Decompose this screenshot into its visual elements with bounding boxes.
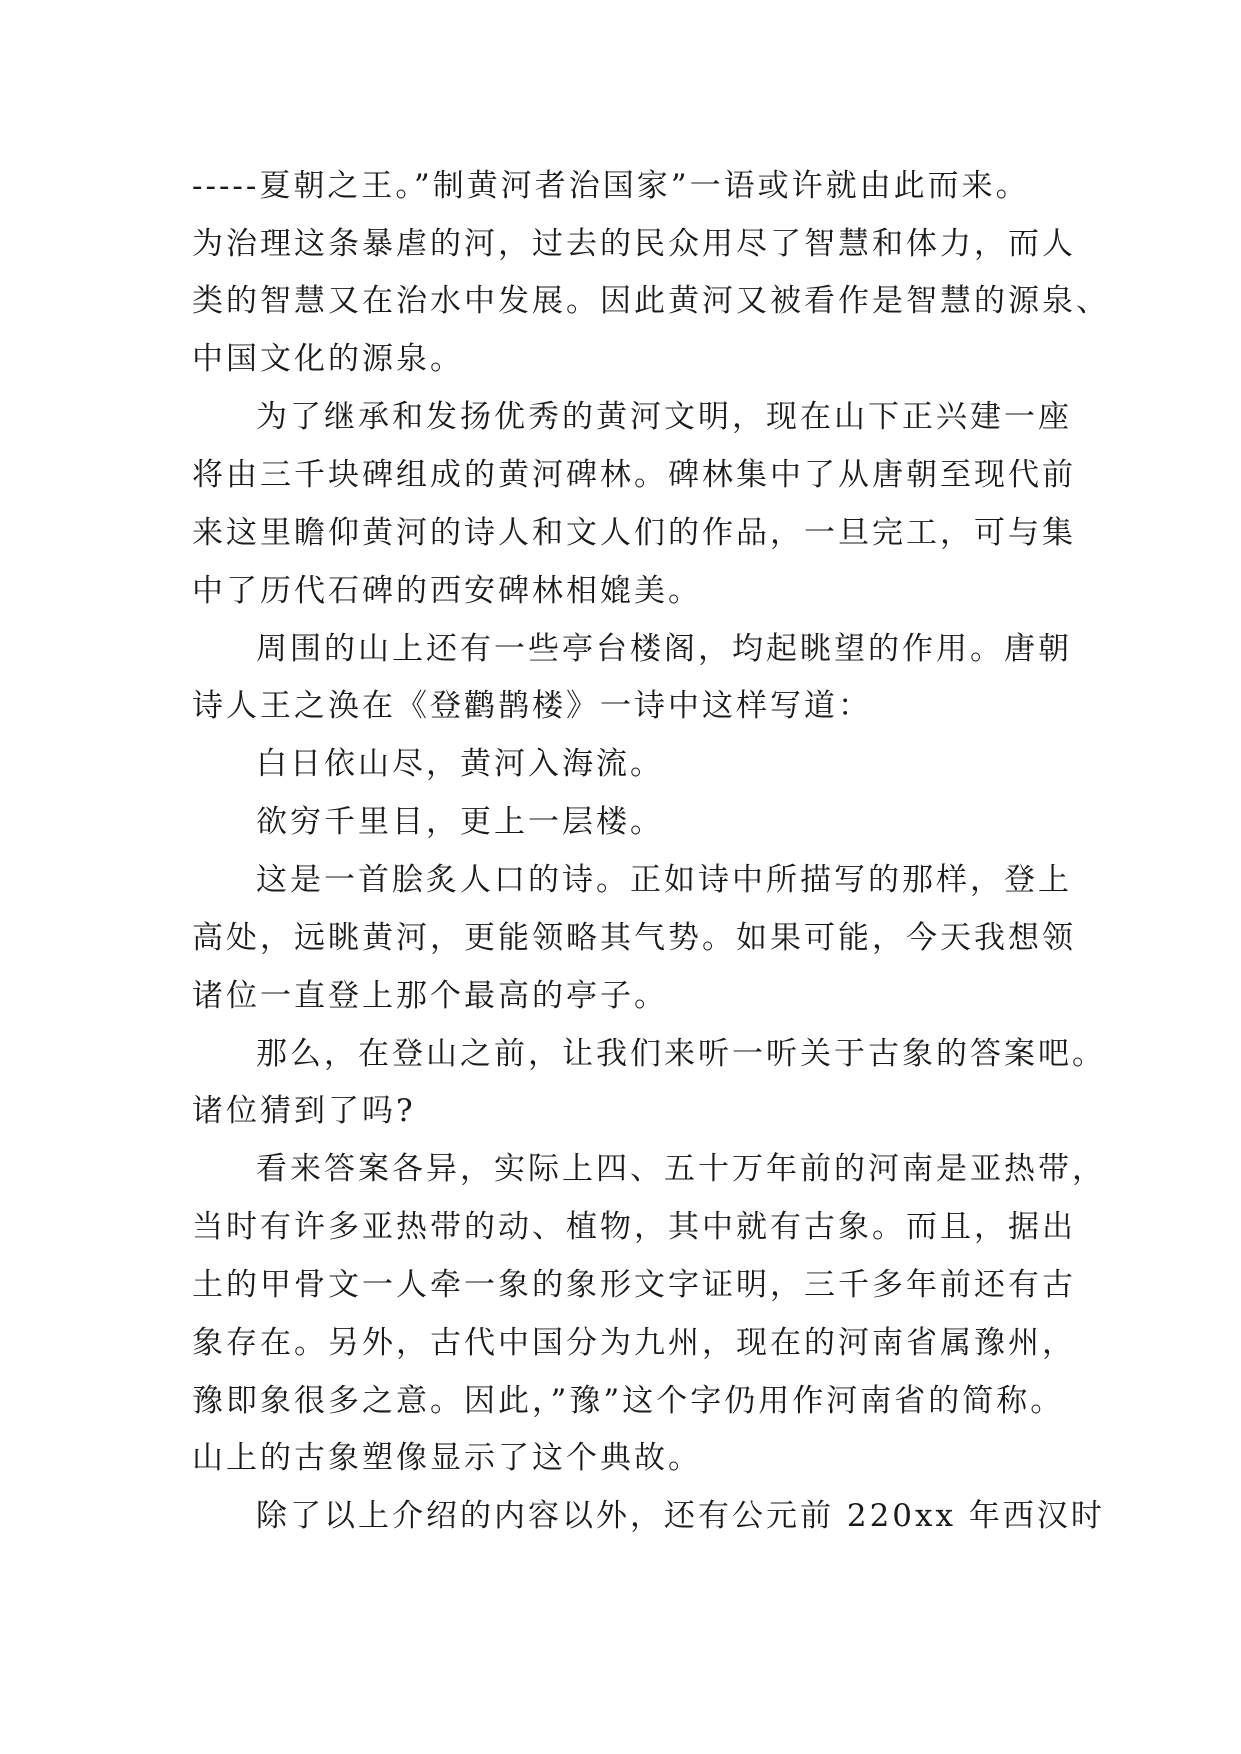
text-line: 土的甲骨文一人牵一象的象形文字证明，三千多年前还有古: [192, 1267, 1076, 1303]
text-line: 来这里瞻仰黄河的诗人和文人们的作品，一旦完工，可与集: [192, 515, 1076, 551]
text-line: 当时有许多亚热带的动、植物，其中就有古象。而且，据出: [192, 1209, 1076, 1245]
text-line: 为治理这条暴虐的河，过去的民众用尽了智慧和体力，而人: [192, 226, 1076, 262]
paragraph-first-line: 看来答案各异，实际上四、五十万年前的河南是亚热带，: [256, 1151, 1106, 1187]
text-line: 豫即象很多之意。因此，”豫”这个字仍用作河南省的简称。: [192, 1383, 1065, 1419]
paragraph-first-line: 为了继承和发扬优秀的黄河文明，现在山下正兴建一座: [256, 399, 1072, 435]
text-line: 类的智慧又在治水中发展。因此黄河又被看作是智慧的源泉、: [192, 283, 1110, 319]
poem-line: 欲穷千里目，更上一层楼。: [256, 804, 664, 840]
text-line: 高处，远眺黄河，更能领略其气势。如果可能，今天我想领: [192, 920, 1076, 956]
text-line: 中国文化的源泉。: [192, 341, 464, 377]
text-line: 诸位猜到了吗?: [192, 1093, 416, 1129]
text-line: 中了历代石碑的西安碑林相媲美。: [192, 573, 702, 609]
paragraph-first-line: 周围的山上还有一些亭台楼阁，均起眺望的作用。唐朝: [256, 631, 1072, 667]
paragraph-first-line: 那么，在登山之前，让我们来听一听关于古象的答案吧。: [256, 1036, 1106, 1072]
poem-line: 白日依山尽，黄河入海流。: [256, 746, 664, 782]
text-line: 将由三千块碑组成的黄河碑林。碑林集中了从唐朝至现代前: [192, 457, 1076, 493]
text-line: 诗人王之涣在《登鹳鹊楼》一诗中这样写道：: [192, 688, 872, 724]
paragraph-first-line: 这是一首脍炙人口的诗。正如诗中所描写的那样，登上: [256, 862, 1072, 898]
text-line: 象存在。另外，古代中国分为九州，现在的河南省属豫州，: [192, 1325, 1076, 1361]
text-line: -----夏朝之王。”制黄河者治国家”一语或许就由此而来。: [192, 168, 1030, 204]
text-line: 诸位一直登上那个最高的亭子。: [192, 978, 668, 1014]
text-line: 山上的古象塑像显示了这个典故。: [192, 1440, 702, 1476]
paragraph-first-line: 除了以上介绍的内容以外，还有公元前 220xx 年西汉时: [256, 1498, 1105, 1534]
